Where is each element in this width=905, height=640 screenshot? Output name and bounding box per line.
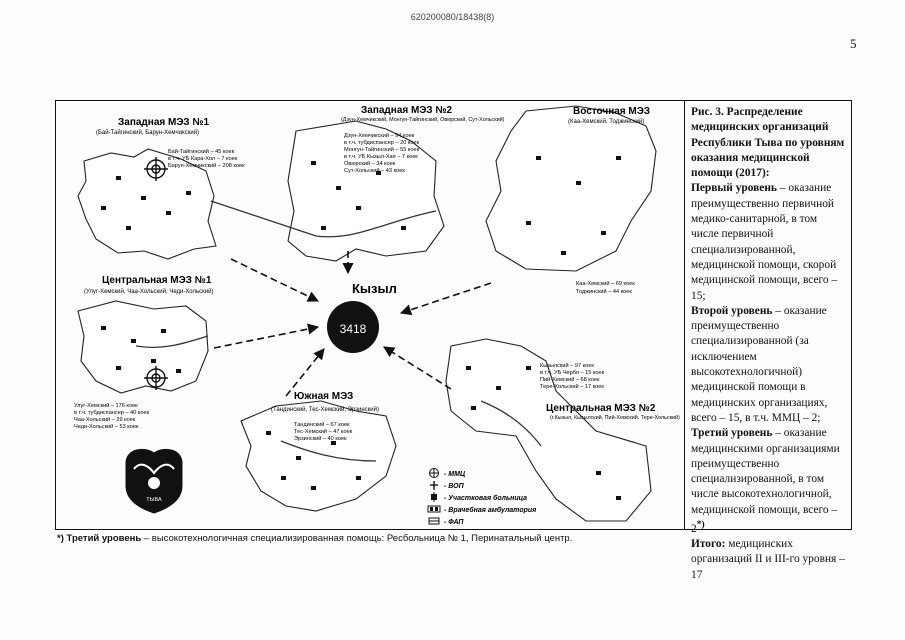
mmc-icon [429,468,439,478]
document-id: 620200080/18438(8) [410,12,495,22]
legend-label: - ВОП [444,483,464,490]
zone-stat: Дзун-Хемчикский – 94 коек [344,133,415,139]
total-text: медицинских организаций II и III-го уровня – 17 [691,538,845,581]
legend-label: - ФАП [444,519,464,526]
zone-stat: Чаа-Хольский – 29 коек [74,417,136,423]
legend-item [429,468,465,478]
zone-stat: в т.ч. тубдиспансер – 20 коек [344,140,420,146]
zone-subtitle: (Каа-Хемский, Тоджинский) [568,119,645,125]
zone-stat: Тоджинский – 44 коек [576,289,632,295]
level-3-head: Третий уровень [691,427,773,440]
page-number: 5 [850,36,857,51]
zone-subtitle: (г.Кызыл, Кызылский, Пий-Хемский, Тере-Хольский) [550,415,680,421]
zone-stat: Каа-Хемский – 69 коек [576,281,635,287]
zone-subtitle: (Улуг-Хемский, Чаа-Хольский, Чеди-Хольский) [84,289,214,295]
map-panel [56,101,684,529]
caption-level-3 [691,426,847,537]
zone-stat: Барун-Хемчикский – 208 коек [168,163,245,169]
legend-item [431,492,527,502]
legend-label: - Врачебная амбулатория [444,507,537,514]
region-south [241,401,396,511]
zone-subtitle: (Тандинский, Тес-Хемский, Эрзинский) [271,407,379,413]
tuva-map [56,101,684,529]
caption-panel [684,101,851,581]
center-name: Кызыл [352,281,397,296]
zone-stat: в т.ч. тубдиспансер – 40 коек [74,410,150,416]
zone-central-2 [540,362,680,421]
fap-icon [429,518,439,524]
caption-level-2 [691,304,847,426]
district-hospital-icon [431,492,437,502]
footnote-mark: *) [57,533,64,544]
caption-total [691,537,847,583]
zone-stat: Эрзинский – 40 коек [294,436,347,442]
zone-title: Центральная МЭЗ №2 [546,403,656,414]
caption-level-1 [691,181,847,303]
zone-stat: Кызылский – 97 коек [540,363,594,369]
zone-stat: Сут-Хольский – 43 коек [344,168,405,174]
zone-stat: Бай-Тайгинский – 45 коек [168,149,235,155]
legend-item [430,481,465,490]
zone-title: Западная МЭЗ №1 [118,117,210,128]
zone-stat: Тес-Хемский – 47 коек [294,429,353,435]
zone-subtitle: (Бай-Тайгинский, Барун-Хемчикский) [96,130,200,136]
legend-item [428,506,536,514]
level-2-text: – оказание преимущественно специализированной (за исключением высокотехнологичной) медицинской помощи в медицинских организациях, всего – 15, в т.ч. ММЦ – 2; [691,304,828,424]
legend-item [429,518,464,526]
zone-subtitle: (Дзун-Хемчикский, Монгун-Тайгинский, Овюрский, Сут-Хольский) [341,117,505,123]
footnote-head: Третий уровень [66,533,142,544]
zone-stat: Улуг-Хемский – 176 коек [74,403,138,409]
zone-title: Западная МЭЗ №2 [361,105,453,116]
level-3-text: – оказание медицинскими организациями преимущественно специализированной, в том числе высокотехнологичной, медицинской помощи, всего – 2 [691,427,840,535]
emblem-text: ТЫВА [146,497,162,503]
legend-label: - ММЦ [444,471,466,478]
zone-stat: Монгун-Тайгинский – 55 коек [344,147,420,153]
zone-stat: Пий-Хемский – 68 коек [540,377,600,383]
level-1-head: Первый уровень [691,182,777,195]
zone-title: Южная МЭЗ [294,391,354,402]
ambulatory-icon [428,506,440,512]
zone-stat: Тандинский – 67 коек [294,422,350,428]
caption-title: Рис. 3. Распределение медицинских организаций Республики Тыва по уровням оказания медицинской помощи (2017): [691,106,845,180]
center-value: 3418 [339,322,367,336]
zone-stat: в т.ч. УБ Кара-Хол – 7 коек [168,156,238,162]
vop-icon [430,481,438,490]
zone-stat: Тере-Хольский – 17 коек [540,384,604,390]
zone-stat: в т.ч. УБ Кызыл-Хая – 7 коек [344,154,418,160]
zone-title: Центральная МЭЗ №1 [102,275,212,286]
zone-stat: Чеди-Хольский – 53 коек [74,424,139,430]
level-3-mark: *) [696,520,705,531]
zone-title: Восточная МЭЗ [573,106,650,117]
zone-stat: в т.ч. УБ Чербя – 15 коек [540,370,605,376]
level-1-text: – оказание преимущественно первичной медико-санитарной, в том числе первичной специализированной, медицинской помощи, скорой медицинской помощи, всего – 15; [691,182,838,302]
region-east [486,106,656,271]
legend [428,468,536,526]
tuva-emblem [126,449,182,513]
footnote [57,533,572,544]
zone-stat: Овюрский – 34 коек [344,161,396,167]
footnote-text: – высокотехнологичная специализированная помощь: Ресбольница № 1, Перинатальный центр. [141,533,573,544]
level-2-head: Второй уровень [691,304,773,317]
total-head: Итого: [691,538,726,551]
legend-label: - Участковая больница [444,495,527,502]
